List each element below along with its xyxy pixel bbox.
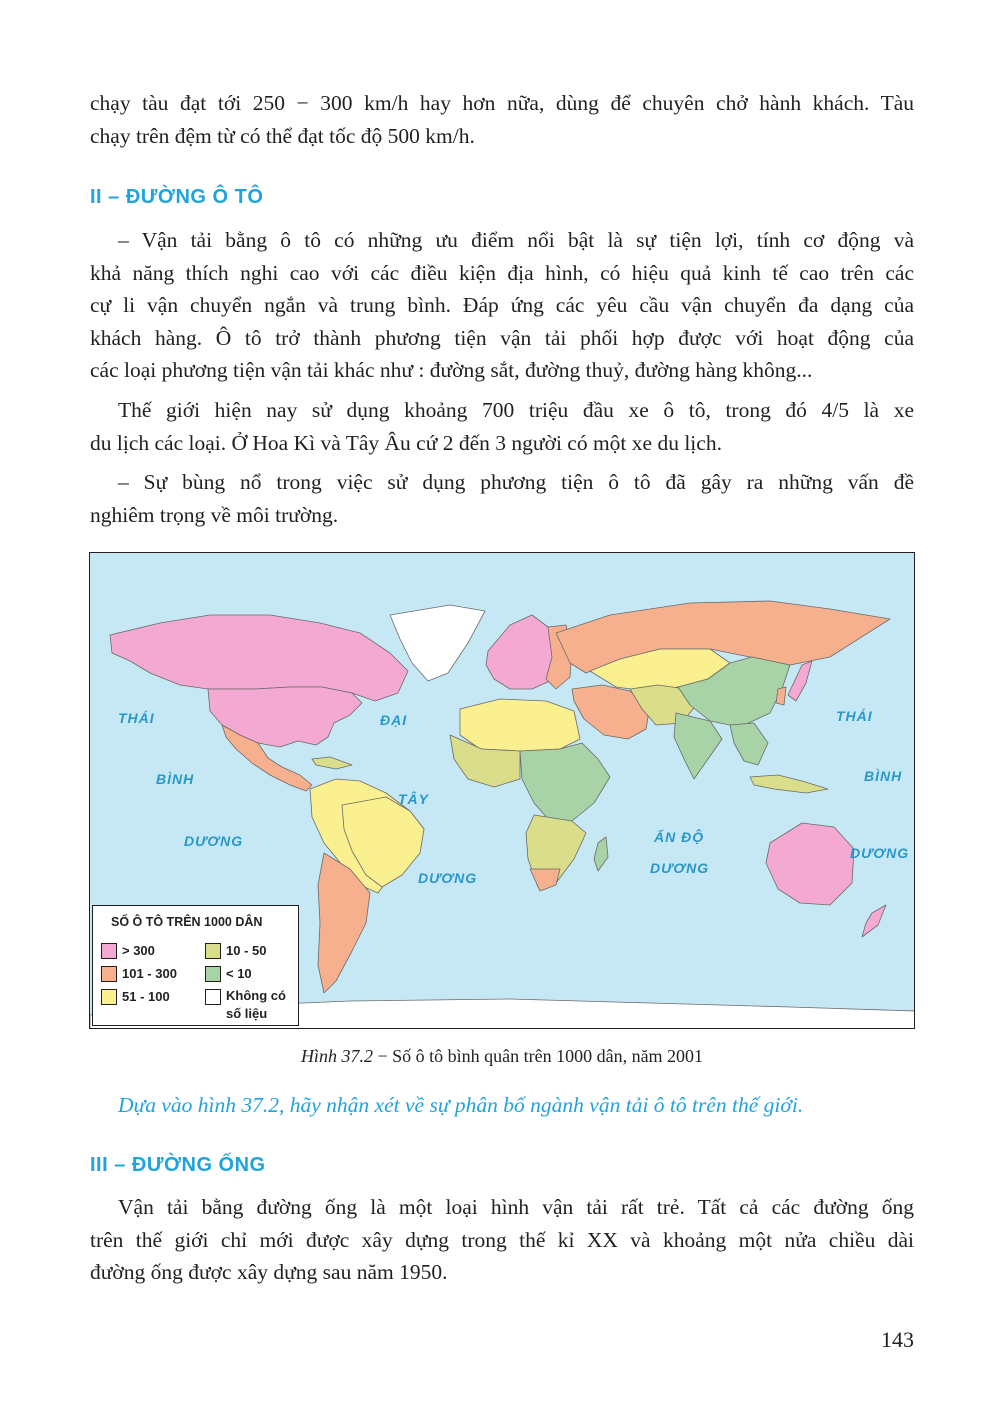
caption-text: − Số ô tô bình quân trên 1000 dân, năm 2001: [372, 1046, 704, 1066]
new-zealand-shape: [862, 905, 886, 937]
central-africa-shape: [520, 743, 610, 821]
legend-label: số liệu: [226, 1006, 268, 1021]
south-africa-shape: [530, 869, 560, 891]
caribbean-shape: [312, 757, 352, 769]
legend-label: < 10: [226, 966, 252, 981]
ocean-label-indian-1: ẤN ĐỘ: [654, 829, 705, 845]
ocean-label-pacific-w-3: DƯƠNG: [184, 833, 244, 849]
legend-label: > 300: [122, 943, 155, 958]
legend-swatch: [205, 943, 221, 959]
north-africa-shape: [460, 699, 580, 751]
madagascar-shape: [594, 837, 608, 871]
legend-label: 10 - 50: [226, 943, 267, 958]
road-paragraph-3: [90, 466, 914, 531]
legend-item-under-10: [205, 966, 252, 982]
text-line: nghiêm trọng về môi trường.: [90, 502, 339, 527]
legend-label: 101 - 300: [122, 966, 177, 981]
legend-title: SỐ Ô TÔ TRÊN 1000 DÂN: [111, 915, 263, 929]
north-america-north-shape: [110, 615, 408, 701]
text-line: – Vận tải bằng ô tô có những ưu điểm nổi bật là sự tiện lợi, tính cơ động và: [118, 228, 914, 252]
legend-swatch: [205, 989, 221, 1005]
ocean-label-atlantic-2: TÂY: [398, 791, 429, 807]
ocean-label-atlantic-3: DƯƠNG: [418, 870, 478, 886]
ocean-label-pacific-e-3: DƯƠNG: [850, 845, 910, 861]
indonesia-shape: [750, 775, 828, 793]
text-line: Vận tải bằng đường ống là một loại hình vận tải rất trẻ. Tất cả các đường ống: [118, 1195, 914, 1219]
pipeline-paragraph: [90, 1191, 914, 1289]
road-paragraph-2: [90, 394, 914, 459]
southeast-asia-shape: [730, 723, 768, 765]
text-line: khách hàng. Ô tô trở thành phương tiện vận tải phối hợp được với hoạt động của: [90, 325, 914, 350]
japan-shape: [788, 661, 812, 701]
legend-item-no-data: [205, 989, 286, 1023]
legend-swatch: [101, 966, 117, 982]
ocean-label-pacific-e-2: BÌNH: [864, 768, 903, 784]
australia-shape: [766, 823, 854, 905]
road-paragraph-1: [90, 224, 914, 387]
legend-item-over-300: [101, 943, 155, 959]
figure-caption: [0, 1046, 1004, 1067]
map-legend: [92, 905, 299, 1026]
text-line: chạy trên đệm từ có thể đạt tốc độ 500 km/h.: [90, 123, 475, 148]
text-line: – Sự bùng nổ trong việc sử dụng phương tiện ô tô đã gây ra những vấn đề: [118, 470, 914, 494]
section-heading-road: II – ĐƯỜNG Ô TÔ: [90, 186, 264, 208]
legend-swatch: [205, 966, 221, 982]
legend-item-101-300: [101, 966, 177, 982]
legend-label: Không có: [226, 988, 286, 1003]
text-line: du lịch các loại. Ở Hoa Kì và Tây Âu cứ 2 đến 3 người có một xe du lịch.: [90, 430, 722, 455]
text-line: khả năng thích nghi cao với các điều kiện địa hình, có hiệu quả kinh tế cao trên các: [90, 260, 914, 285]
ocean-label-pacific-w-1: THÁI: [118, 710, 155, 726]
legend-swatch: [101, 943, 117, 959]
ocean-label-atlantic-1: ĐẠI: [380, 712, 408, 728]
question-prompt: Dựa vào hình 37.2, hãy nhận xét về sự phân bố ngành vận tải ô tô trên thế giới.: [118, 1093, 804, 1117]
text-line: cự li vận chuyển ngắn và trung bình. Đáp ứng các yêu cầu vận chuyển đa dạng của: [90, 293, 914, 317]
korea-shape: [776, 687, 786, 705]
ocean-label-indian-2: DƯƠNG: [650, 860, 710, 876]
india-shape: [674, 713, 722, 779]
section-heading-pipeline: III – ĐƯỜNG ỐNG: [90, 1154, 266, 1176]
legend-swatch: [101, 989, 117, 1005]
ocean-label-pacific-e-1: THÁI: [836, 708, 873, 724]
world-car-ownership-map: [89, 552, 915, 1029]
page-number: 143: [881, 1327, 914, 1352]
figure-number: Hình 37.2: [300, 1046, 373, 1066]
text-line: chạy tàu đạt tới 250 − 300 km/h hay hơn nữa, dùng để chuyên chở hành khách. Tàu: [90, 91, 914, 115]
legend-item-51-100: [101, 989, 170, 1005]
text-line: trên thế giới chỉ mới được xây dựng trong thế kỉ XX và khoảng một nửa chiều dài: [90, 1227, 914, 1252]
text-line: đường ống được xây dựng sau năm 1950.: [90, 1260, 448, 1284]
text-line: các loại phương tiện vận tải khác như : đường sắt, đường thuỷ, đường hàng không...: [90, 358, 813, 382]
legend-item-10-50: [205, 943, 266, 959]
legend-label: 51 - 100: [122, 989, 170, 1004]
ocean-label-pacific-w-2: BÌNH: [156, 771, 195, 787]
text-line: Thế giới hiện nay sử dụng khoảng 700 triệu đầu xe ô tô, trong đó 4/5 là xe: [118, 398, 914, 422]
intro-paragraph: [90, 87, 914, 152]
